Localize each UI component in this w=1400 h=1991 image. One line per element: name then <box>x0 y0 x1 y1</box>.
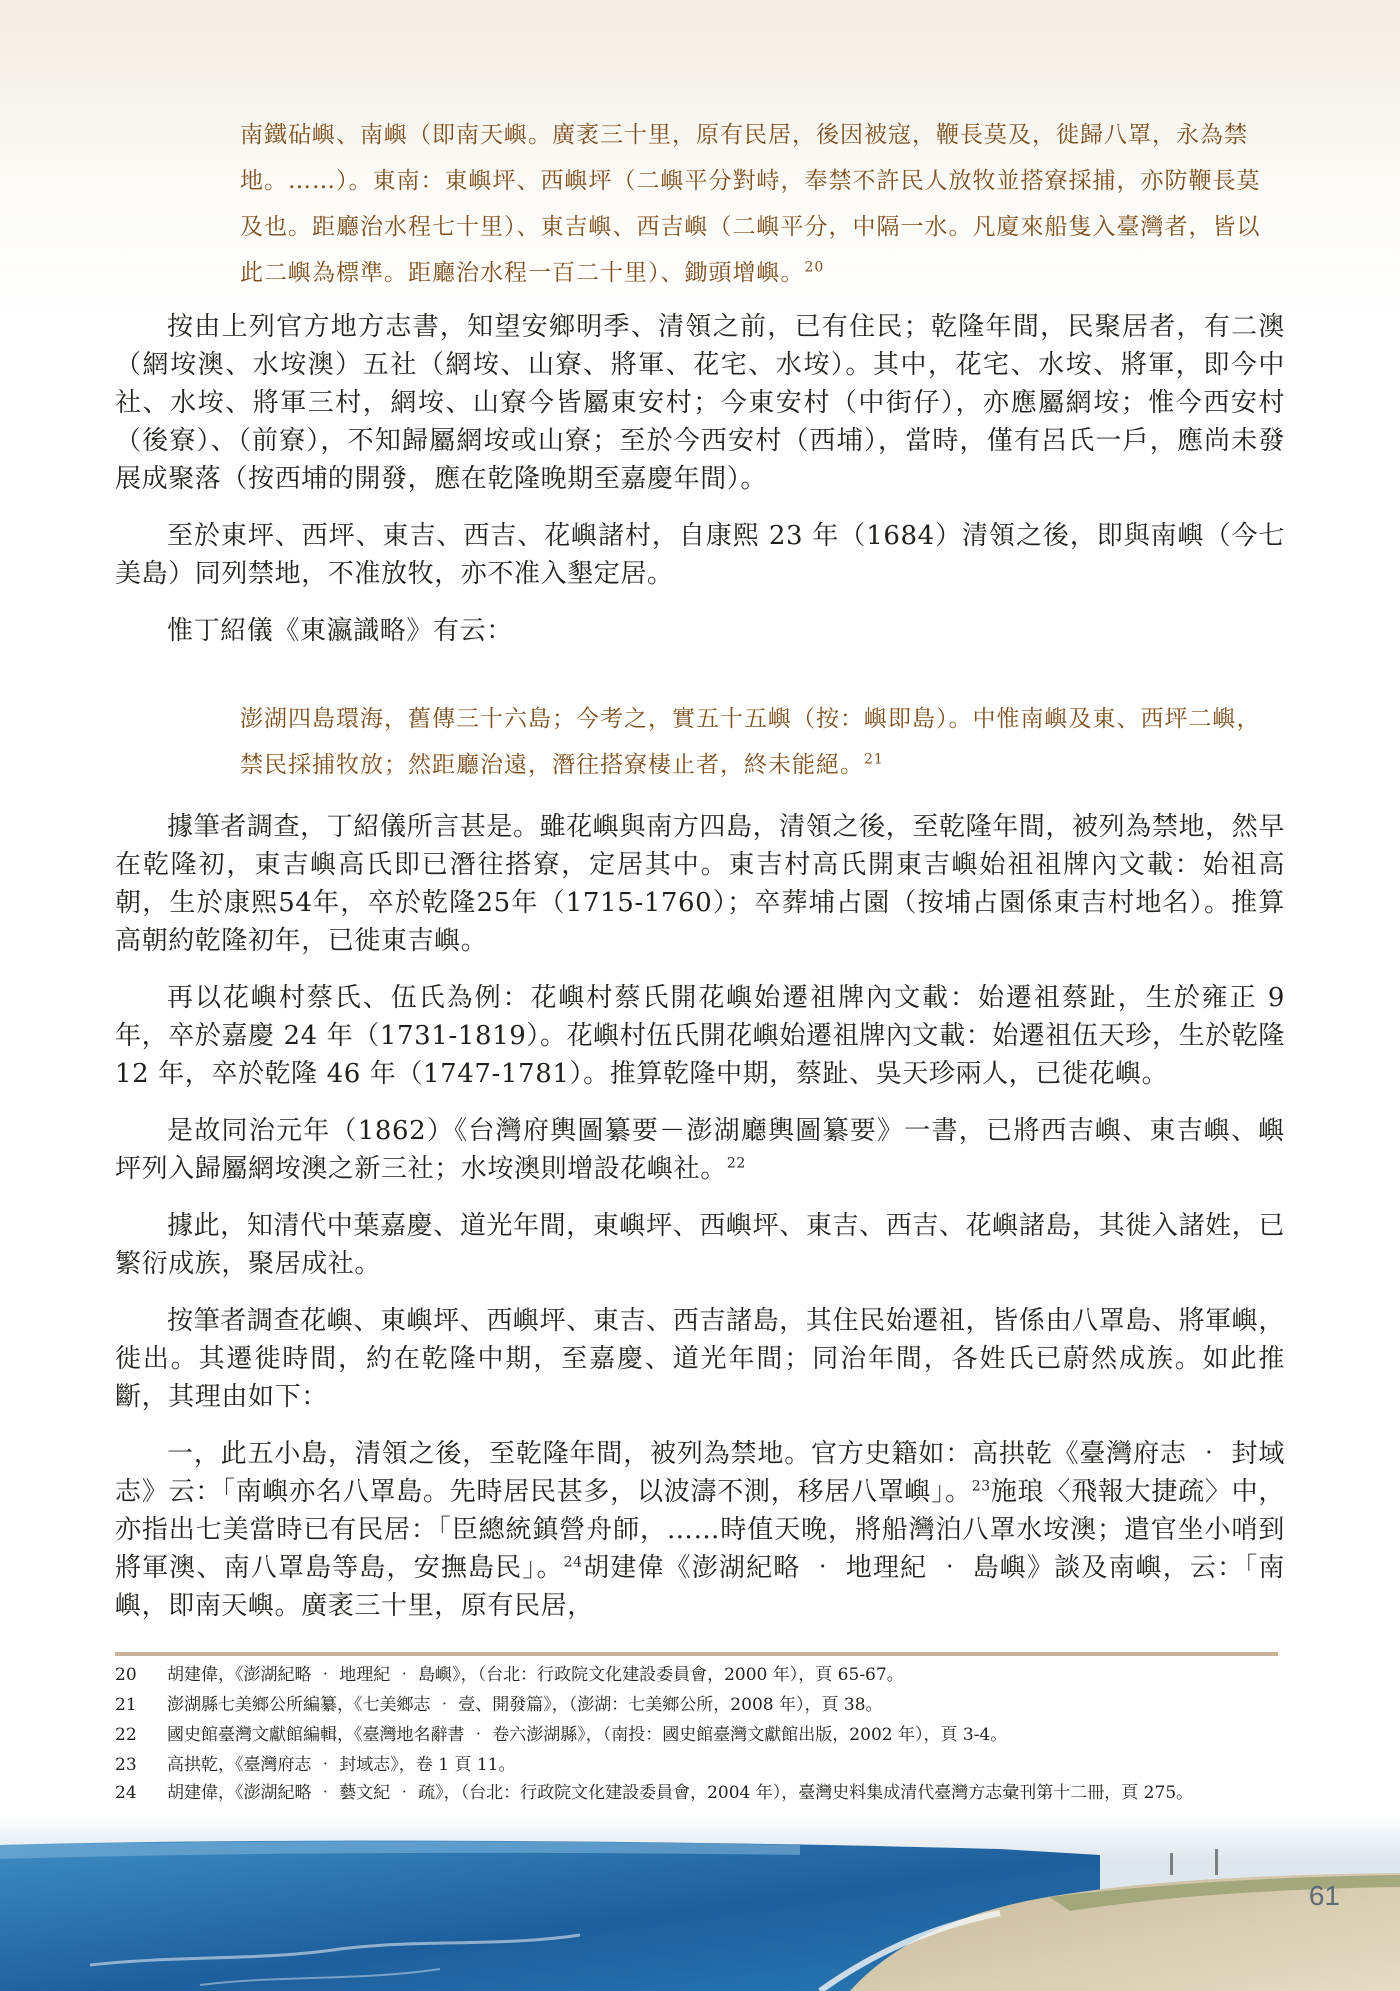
footnote <box>115 1660 1280 1690</box>
paragraph: 再以花嶼村蔡氏、伍氏為例：花嶼村蔡氏開花嶼始遷祖牌內文載：始遷祖蔡趾，生於雍正 9 年，卒於嘉慶 24 年（1731-1819）。花嶼村伍氏開花嶼始遷祖牌內文載：始遷祖伍天珍，生於乾隆 12 年，卒於乾隆 46 年（1747-1781）。推算乾隆中期，蔡趾、吳天珍兩人，已徙花嶼。 <box>115 983 1285 1089</box>
footnote-text: 胡建偉，《澎湖紀略 ‧ 地理紀 ‧ 島嶼》，（台北：行政院文化建設委員會，2000 年），頁 65-67。 <box>167 1665 904 1685</box>
footnote-ref-21: 21 <box>864 751 884 768</box>
paragraph: 據筆者調查，丁紹儀所言甚是。雖花嶼與南方四島，清領之後，至乾隆年間，被列為禁地，然早在乾隆初，東吉嶼高氏即已潛往搭寮，定居其中。東吉村高氏開東吉嶼始祖祖牌內文載：始祖高朝，生於康熙54年，卒於乾隆25年（1715-1760）；卒葬埔占園（按埔占園係東吉村地名）。推算高朝約乾隆初年，已徙東吉嶼。 <box>115 812 1285 956</box>
paragraph <box>115 1112 1285 1188</box>
footnotes <box>115 1660 1280 1807</box>
paragraph-text: 是故同治元年（1862）《台灣府輿圖纂要－澎湖廳輿圖纂要》一書，已將西吉嶼、東吉嶼、嶼坪列入歸屬網垵澳之新三社；水垵澳則增設花嶼社。 <box>115 1116 1285 1184</box>
footnote-number: 23 <box>115 1755 137 1775</box>
footnote-ref-20: 20 <box>804 259 825 276</box>
block-quote-top <box>240 112 1280 296</box>
paragraph: 按筆者調查花嶼、東嶼坪、西嶼坪、東吉、西吉諸島，其住民始遷祖，皆係由八罩島、將軍嶼，徙出。其遷徙時間，約在乾隆中期，至嘉慶、道光年間；同治年間，各姓氏已蔚然成族。如此推斷，其理由如下： <box>115 1306 1285 1412</box>
body-section-a <box>115 308 1285 669</box>
footnote <box>115 1720 1280 1750</box>
paragraph-text: 一，此五小島，清領之後，至乾隆年間，被列為禁地。官方史籍如：高拱乾《臺灣府志 ‧ 封域志》云：「南嶼亦名八罩島。先時居民甚多，以波濤不測，移居八罩嶼」。 <box>115 1439 1285 1507</box>
block-quote-middle <box>240 696 1280 788</box>
coastal-photo-banner <box>0 1815 1400 1991</box>
footnote-number: 20 <box>115 1665 137 1685</box>
quote-text: 南鐵砧嶼、南嶼（即南天嶼。廣袤三十里，原有民居，後因被寇，鞭長莫及，徙歸八罩，永為禁地。……）。東南：東嶼坪、西嶼坪（二嶼平分對峙，奉禁不許民人放牧並搭寮採捕，亦防鞭長莫及也。距廳治水程七十里）、東吉嶼、西吉嶼（二嶼平分，中隔一水。凡廈來船隻入臺灣者，皆以此二嶼為標準。距廳治水程一百二十里）、鋤頭增嶼。 <box>240 122 1261 286</box>
quote-text: 澎湖四島環海，舊傳三十六島；今考之，實五十五嶼（按：嶼即島）。中惟南嶼及東、西坪二嶼，禁民採捕牧放；然距廳治遠，潛往搭寮棲止者，終未能絕。 <box>240 706 1261 778</box>
paragraph-text: 施琅〈飛報大捷疏〉中，亦指出七美當時已有民居：「臣總統鎮營舟師，……時值天晚，將船灣泊八罩水垵澳；遣官坐小哨到將軍澳、南八罩島等島，安撫島民」。 <box>115 1477 1285 1583</box>
footnote-ref-23: 23 <box>971 1478 991 1495</box>
footnote <box>115 1750 1280 1780</box>
footnote-ref-24: 24 <box>563 1554 583 1571</box>
paragraph-text: 胡建偉《澎湖紀略 ‧ 地理紀 ‧ 島嶼》談及南嶼，云：「南嶼，即南天嶼。廣袤三十里，原有民居， <box>115 1553 1285 1621</box>
body-section-b <box>115 808 1285 1644</box>
footnote-text: 澎湖縣七美鄉公所編纂，《七美鄉志 ‧ 壹、開發篇》，（澎湖：七美鄉公所，2008 年），頁 38。 <box>167 1695 883 1715</box>
footnote-ref-22: 22 <box>726 1155 746 1172</box>
paragraph: 至於東坪、西坪、東吉、西吉、花嶼諸村，自康熙 23 年（1684）清領之後，即與南嶼（今七美島）同列禁地，不准放牧，亦不准入墾定居。 <box>115 521 1285 589</box>
footnote-number: 24 <box>115 1783 137 1803</box>
paragraph: 據此，知清代中葉嘉慶、道光年間，東嶼坪、西嶼坪、東吉、西吉、花嶼諸島，其徙入諸姓，已繁衍成族，聚居成社。 <box>115 1211 1285 1279</box>
paragraph <box>115 1435 1285 1625</box>
footnote-number: 21 <box>115 1695 137 1715</box>
footnote-number: 22 <box>115 1725 137 1745</box>
footnote <box>115 1780 1280 1807</box>
footnote-divider <box>115 1652 1278 1656</box>
footnote-text: 國史館臺灣文獻館編輯，《臺灣地名辭書 ‧ 卷六澎湖縣》，（南投：國史館臺灣文獻館出版，2002 年），頁 3-4。 <box>167 1725 1008 1745</box>
page-number: 61 <box>1308 1880 1340 1911</box>
paragraph: 按由上列官方地方志書，知望安鄉明季、清領之前，已有住民；乾隆年間，民聚居者，有二澳（網垵澳、水垵澳）五社（網垵、山寮、將軍、花宅、水垵）。其中，花宅、水垵、將軍，即今中社、水垵、將軍三村，網垵、山寮今皆屬東安村；今東安村（中街仔），亦應屬網垵；惟今西安村（後寮）、（前寮），不知歸屬網垵或山寮；至於今西安村（西埔），當時，僅有呂氏一戶，應尚未發展成聚落（按西埔的開發，應在乾隆晚期至嘉慶年間）。 <box>115 312 1285 494</box>
footnote-text: 高拱乾，《臺灣府志 ‧ 封域志》，卷 1 頁 11。 <box>167 1755 516 1775</box>
footnote <box>115 1690 1280 1720</box>
paragraph: 惟丁紹儀《東瀛識略》有云： <box>167 616 513 646</box>
sea-shore-image <box>0 1815 1400 1991</box>
footnote-text: 胡建偉，《澎湖紀略 ‧ 藝文紀 ‧ 疏》，（台北：行政院文化建設委員會，2004 年），臺灣史料集成清代臺灣方志彙刊第十二冊，頁 275。 <box>167 1783 1194 1803</box>
